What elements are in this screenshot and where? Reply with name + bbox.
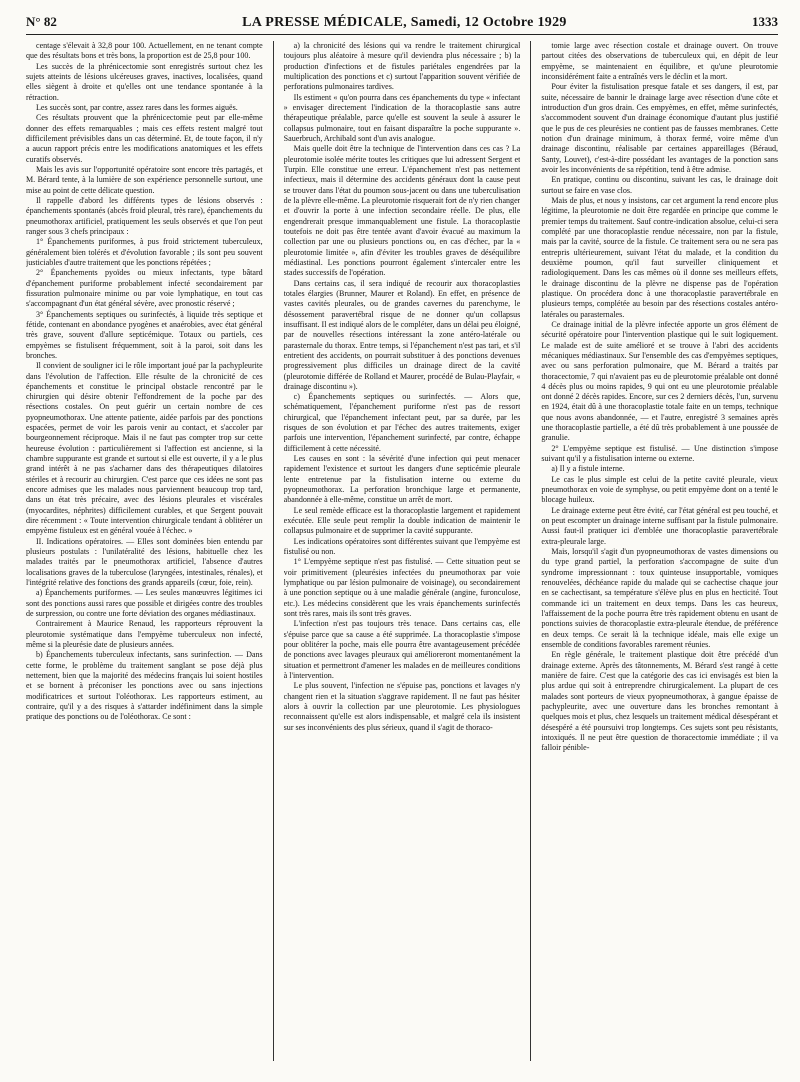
paragraph: centage s'élevait à 32,8 pour 100. Actuellement, en ne tenant compte que des résultats bons et très bons, la proportion est de 25,8 pour 100.	[26, 41, 263, 61]
paragraph: II. Indications opératoires. — Elles sont dominées bien entendu par plusieurs postulats : l'unilatéralité des lésions, habituelle chez les malades traités par le pneumothorax artificiel, l'absence d'autres localisations graves de la tuberculose (laryngées, intestinales, rénales), et l'intégrité relative des fonctions des grands appareils (cœur, foie, rein).	[26, 536, 263, 588]
paragraph: Les indications opératoires sont différentes suivant que l'empyème est fistulisé ou non.	[283, 536, 521, 557]
paragraph: Dans certains cas, il sera indiqué de recourir aux thoracoplasties totales élargies (Brunner, Maurer et Roland). En effet, en présence de vastes cavités pleurales, ou de grandes cavernes du parenchyme, le désossement paravertébral risque de ne donner qu'un collapsus insuffisant. Il est indiqué alors de le compléter, dans un délai peu éloigné, par de nouvelles résections intéressant la zone antéro-latérale ou parasternale du thorax. Entre temps, si l'épanchement n'est pas tari, et s'il entretient des accidents, on pourrait substituer à des ponctions devenues progressivement plus difficiles un drainage direct de la cavité (pleurotomie différée de Rolland et Maurer, procédé de Bulau-Playfair, « drainage discontinu »).	[283, 278, 521, 391]
paragraph: Le cas le plus simple est celui de la petite cavité pleurale, vieux pneumothorax en voie de symphyse, ou petit empyème dont on a tenté le blocage huileux.	[541, 474, 778, 505]
article-columns	[26, 41, 778, 1061]
paragraph: Ces résultats prouvent que la phrénicectomie peut par elle-même donner des effets remarquables ; mais ces effets restent malgré tout difficilement prévisibles dans un cas déterminé. Et, de toute façon, il n'y a aucun rapport précis entre les modifications anatomiques et les effets curatifs observés.	[26, 113, 263, 164]
paragraph: Les succès de la phrénicectomie sont enregistrés surtout chez les sujets atteints de lésions ulcéreuses graves, inactives, localisées, quand elles siègent à droite et qu'elles ont une tendance spontanée à la rétraction.	[26, 61, 263, 102]
paragraph: Mais, lorsqu'il s'agit d'un pyopneumothorax de vastes dimensions ou du type grand partiel, la perforation s'accompagne de suite d'un syndrome impressionnant : toux quinteuse insupportable, vomiques renouvelées, déchéance rapide du malade qui se cachectise chaque jour en se cachectisant, sa température s'élève plus en plus en hecticité. Tout commande ici un traitement en deux temps. Dans les cas heureux, l'affaissement de la poche pourra être très rapidement obtenu en usant de ponctions suivies de thoracoplastie extra-pleurale étendue, de préférence en deux temps. Ce serait là la technique idéale, mais elle exige un ensemble de conditions favorables rarement réunies.	[541, 547, 778, 650]
column-rule	[530, 41, 531, 1061]
paragraph: a) Il y a fistule interne.	[551, 464, 625, 474]
paragraph: 3° Épanchements septiques ou surinfectés, à liquide très septique et fétide, contenant en abondance pyogènes et anaérobies, avec état général très grave, souvent d'allure septicémique. Totaux ou partiels, ces empyèmes se fistulisent fréquemment, soit à la paroi, soit dans les bronches.	[26, 309, 263, 360]
paragraph: a) Épanchements puriformes. — Les seules manœuvres légitimes ici sont des ponctions aussi rares que possible et dirigées contre des troubles de surpression, ou contre une forte déviation des organes médiastinaux.	[26, 588, 263, 619]
paragraph: Pour éviter la fistulisation presque fatale et ses dangers, il est, par suite, nécessaire de bannir le drainage large avec résection d'une côte et introduction d'un gros drain. Ces empyèmes, en effet, même surinfectés, s'accommodent souvent d'un drainage économique d'autant plus justifié que le pus de ces pleurésies ne contient pas de fausses membranes. Cette notion d'un drainage minimum, à thorax fermé, voire même d'un drainage discontinu, réalisable par certaines appareillages (Béraud, Santy, Louvet), c'est-à-dire possédant les avantages de la ponction sans avoir les inconvénients de sa répétition, tend à être admise.	[541, 82, 778, 174]
paragraph: 2° Épanchements pyoïdes ou mieux infectants, type bâtard d'épanchement puriforme probablement infecté secondairement par fissuration pulmonaire minime ou par voie lymphatique, en tout cas s'accompagnant d'un état général sévère, avec pronostic réservé ;	[26, 268, 263, 309]
paragraph: En pratique, continu ou discontinu, suivant les cas, le drainage doit surtout se faire en vase clos.	[541, 175, 778, 195]
paragraph: Ils estiment « qu'on pourra dans ces épanchements du type « infectant » envisager directement l'indication de la thoracoplastie sans autre thérapeutique préalable, parce qu'elle est souvent la seule à assurer le collapsus pulmonaire, tout en faisant disparaître la poche suppurante ». Sauerbruch, Archibald sont d'un avis analogue.	[283, 92, 521, 143]
paragraph: Les succès sont, par contre, assez rares dans les formes aiguës.	[36, 102, 238, 112]
paragraph: Les causes en sont : la sévérité d'une infection qui peut menacer rapidement l'existence et surtout les dangers d'une septicémie pleurale lente entretenue par la fistulisation interne ou externe du pyopneumothorax. La perforation bronchique large et permanente, abandonnée à elle-même, constitue un arrêt de mort.	[283, 454, 521, 505]
paragraph: 2° L'empyème septique est fistulisé. — Une distinction s'impose suivant qu'il y a fistulisation interne ou externe.	[541, 443, 778, 464]
paragraph: Mais les avis sur l'opportunité opératoire sont encore très partagés, et M. Bérard tente, à la lumière de son expérience personnelle surtout, une mise au point de cette délicate question.	[26, 164, 263, 195]
issue-number: N° 82	[26, 14, 57, 29]
column-1	[26, 41, 263, 1061]
paragraph: c) Épanchements septiques ou surinfectés. — Alors que, schématiquement, l'épanchement puriforme n'est pas de ressort chirurgical, que l'épanchement infectant peut, par sa durée, par les risques de son évolution et par l'échec des autres traitements, exiger parfois une intervention, l'épanchement surinfecté, par contre, échappe difficilement à cette nécessité.	[283, 392, 521, 453]
column-rule	[273, 41, 274, 1061]
paragraph: tomie large avec résection costale et drainage ouvert. On trouve partout citées des observations de tuberculeux qui, en dépit de leur empyème, se maintenaient en équilibre, et qu'une pleurotomie inconsidérément faite a entraînés vers le déclin et la mort.	[541, 41, 778, 81]
paragraph: a) la chronicité des lésions qui va rendre le traitement chirurgical toujours plus aléatoire à mesure qu'il deviendra plus nécessaire ; b) la production d'infections et de fistules pariétales engendrées par la multiplication des ponctions et c) surtout l'apparition souvent vérifiée de perforations pulmonaires tardives.	[283, 41, 521, 92]
paragraph: Contrairement à Maurice Renaud, les rapporteurs réprouvent la pleurotomie systématique dans l'empyème tuberculeux non infecté, même si la pleurésie date de plusieurs années.	[26, 619, 263, 650]
paragraph: Il convient de souligner ici le rôle important joué par la pachypleurite dans l'évolution de l'affection. Elle résulte de la chronicité de ces épanchements et constitue le principal obstacle rencontré par le chirurgien qui désire obtenir l'effondrement de la poche par des résections costales. On peut guérir un certain nombre de ces pyopneumothorax. Une attente patiente, aidée parfois par des ponctions espacées, permet de voir les parois venir au contact, et s'accoler par bourgeonnement réciproque. Mais il ne faut pas compter trop sur cette heureuse évolution : particulièrement si l'affection est ancienne, si la chambre suppurante est grande et surtout si elle est ouverte, il y a le plus grand intérêt à ne pas s'acharner dans des thérapeutiques dilatoires stériles et à recourir au chirurgien. C'est parce que ces idées ne sont pas encore admises que les malades nous parviennent beaucoup trop tard, dans un état très précaire, avec des lésions pleurales et viscérales (myocardites, néphrites) difficilement curables, et que Sergent pouvait dire récemment : « Toute intervention chirurgicale tendant à oblitérer un empyème fistuleux est en général vouée à l'échec. »	[26, 361, 263, 536]
paragraph: Mais quelle doit être la technique de l'intervention dans ces cas ? La pleurotomie isolée mérite toutes les critiques que lui adressent Sergent et Turpin. Elle constitue une erreur. L'épanchement n'est pas nettement infectieux, mais il détermine des accidents généraux dont la cause peut se trouver dans l'état du poumon sous-jacent ou dans une tuberculisation de la plèvre elle-même. La pleurotomie risquerait fort de n'y rien changer et d'ouvrir la porte à une infection secondaire réelle. De plus, elle engendrerait presque immanquablement une fistule. La thoracoplastie toutefois ne doit pas être tentée avant d'avoir évacué au maximum la collection par une ou plusieurs ponctions ou, en cas d'échec, par la « pleurotomie limitée », afin d'éviter les troubles graves de déséquilibre médiastinal. Les ponctions pourront également s'intercaler entre les stades successifs de l'opération.	[283, 144, 521, 278]
paragraph: Le plus souvent, l'infection ne s'épuise pas, ponctions et lavages n'y changent rien et la situation s'aggrave rapidement. Il ne faut pas hésiter alors à ouvrir la collection par une pleurotomie. Les physiologues reconnaissent qu'elle est alors indispensable, et malgré cela ils insistent sur ses inconvénients des plus sérieux, quand il s'agit de thoraco-	[283, 681, 521, 732]
paragraph: 1° Épanchements puriformes, à pus froid strictement tuberculeux, généralement bien tolérés et d'évolution favorable ; ils sont peu souvent justiciables d'autre traitement que les ponctions répétées ;	[26, 237, 263, 267]
page-header	[26, 14, 778, 35]
column-3	[541, 41, 778, 1061]
paragraph: En règle générale, le traitement plastique doit être précédé d'un drainage externe. Après des tâtonnements, M. Bérard s'est rangé à cette manière de faire. C'est que la catégorie des cas ici envisagés est bien la plus ardue qui soit à entreprendre chirurgicalement. La plupart de ces malades sont porteurs de vieux pyopneumothorax, à gangue épaisse de pachypleurite, avec une ouverture dans les bronches remontant à quelques mois et plus, chez lesquels un traitement médical désespérant et désespéré a été poursuivi trop longtemps. Ces sujets sont peu résistants, intoxiqués. Il ne peut être question de thoracectomie immédiate ; il va falloir pénible-	[541, 650, 778, 753]
page-number: 1333	[752, 14, 778, 29]
paragraph: Il rappelle d'abord les différents types de lésions observés : épanchements spontanés (abcès froid pleural, très rare), épanchements du pneumothorax artificiel, pratiquement les seuls observés et que l'on peut ranger sous 3 chefs principaux :	[26, 195, 263, 236]
paragraph: Le seul remède efficace est la thoracoplastie largement et rapidement exécutée. Elle seule peut remplir la double indication de maintenir le collapsus pulmonaire et de supprimer la cavité suppurante.	[283, 505, 521, 536]
paragraph: Ce drainage initial de la plèvre infectée apporte un gros élément de sécurité opératoire pour l'intervention plastique qui le suit logiquement. Le malade est de suite amélioré et se trouve à l'abri des accidents mécaniques médiastinaux. Sur l'ensemble des cas d'empyèmes septiques, avec ou sans perforation pulmonaire, que M. Bérard a traités par thoracectomie, 7 qui n'avaient pas eu de pleurotomie préalable ont donné 4 décès plus ou moins rapides, 9 qui ont eu une pleurotomie préalable ont donné 2 décès rapides. Encore, sur ces 2 derniers décès, l'un, survenu en 1924, était dû à une thoracoplastie totale faite en un temps, technique que nous avons abandonnée, — et l'autre, enregistré 3 semaines après une thoracoplastie partielle, a été dû très probablement à une poussée de granulie.	[541, 319, 778, 443]
paragraph: 1° L'empyème septique n'est pas fistulisé. — Cette situation peut se voir primitivement (pleurésies infectées du pneumothorax par voie lymphatique ou par lésion pulmonaire de voisinage), ou secondairement à une ponction septique ou à une maladie générale (angine, furonculose, etc.). Les médecins considèrent que les vrais épanchements surinfectés sont très rares, mais ils sont très graves.	[283, 557, 521, 619]
paragraph: Le drainage externe peut être évité, car l'état général est peu touché, et on peut escompter un drainage interne suffisant par la fistule pulmonaire. Aussi faut-il pratiquer ici d'emblée une thoracoplastie paravertébrale extra-pleurale large.	[541, 505, 778, 546]
paragraph: Mais de plus, et nous y insistons, car cet argument la rend encore plus légitime, la pleurotomie ne doit être regardée en principe que comme le premier temps du traitement. Sauf contre-indication absolue, celui-ci sera complété par une thoracoplastie rendue nécessaire, non par la fistule, mais par la cavité, source de la fistule. Ce traitement sera ou ne sera pas entrepris ultérieurement, suivant l'état du malade, et la condition du deuxième poumon, qu'il faut surveiller cliniquement et radiologiquement. Dans les cas mêmes où il donne ses meilleurs effets, le drainage discontinu de la plèvre ne dispense pas de l'opération plastique. On procédera donc à une thoracoplastie paravertébrale en plusieurs temps, complétée au besoin par des résections costales antéro-latérales ou parasternales.	[541, 195, 778, 319]
column-2	[284, 41, 521, 1061]
masthead-title: LA PRESSE MÉDICALE, Samedi, 12 Octobre 1929	[242, 15, 567, 30]
paragraph: L'infection n'est pas toujours très tenace. Dans certains cas, elle s'épuise parce que sa cause a été supprimée. La thoracoplastie s'impose pour oblitérer la poche, mais elle pourra être avantageusement précédée de ponctions avec lavages pleuraux qui amélioreront momentanément la situation et permettront d'amener les malades en de meilleures conditions à l'intervention.	[283, 619, 521, 681]
paragraph: b) Épanchements tuberculeux infectants, sans surinfection. — Dans cette forme, le problème du traitement sanglant se pose déjà plus nettement, bien que la majorité des médecins français lui soient hostiles et se bornent à préconiser les ponctions avec ou sans injections modificatrices et surtout l'oléothorax. Les rapporteurs estiment, au contraire, qu'il y a des risques à s'attarder indéfiniment dans la simple pratique des ponctions ou de l'oléothorax. Ce sont :	[26, 650, 263, 722]
